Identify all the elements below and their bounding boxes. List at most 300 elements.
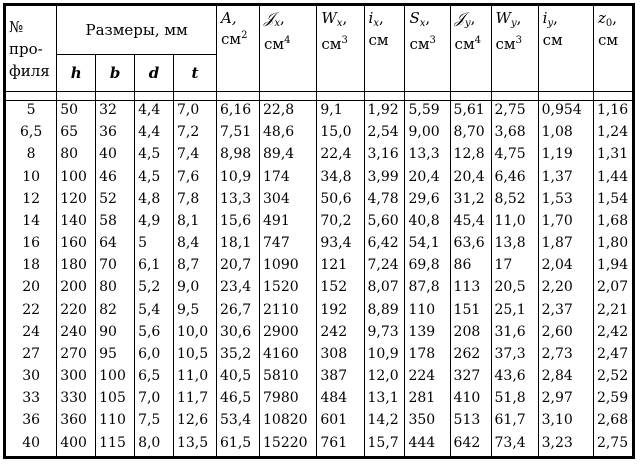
table-cell: 1,92: [364, 101, 405, 124]
table-cell: 115: [96, 434, 135, 457]
table-cell: 1090: [260, 256, 317, 278]
table-cell: 1,19: [538, 145, 593, 167]
profile-number-cell: 36: [6, 411, 57, 433]
table-cell: 80: [96, 278, 135, 300]
table-cell: 2,21: [593, 301, 632, 323]
table-cell: 13,3: [217, 190, 260, 212]
table-cell: 70: [96, 256, 135, 278]
table-row: [6, 278, 633, 300]
table-cell: 4,8: [135, 190, 174, 212]
table-cell: 642: [450, 434, 491, 457]
header-section-modulus-x: [317, 6, 364, 92]
table-cell: 601: [317, 411, 364, 433]
table-cell: 5,59: [405, 101, 450, 124]
ix-symbol: i: [368, 9, 374, 27]
table-cell: 444: [405, 434, 450, 457]
header-centroid-distance: [593, 6, 632, 92]
table-row: [6, 411, 633, 433]
table-cell: 15,7: [364, 434, 405, 457]
area-unit-power: 2: [241, 30, 248, 41]
table-cell: 4,75: [491, 145, 538, 167]
table-cell: 8,1: [173, 212, 216, 234]
table-cell: 7,8: [173, 190, 216, 212]
table-cell: 262: [450, 345, 491, 367]
table-cell: 12,8: [450, 145, 491, 167]
table-cell: 224: [405, 367, 450, 389]
profile-number-cell: 24: [6, 323, 57, 345]
table-cell: 1,16: [593, 101, 632, 124]
table-cell: 5: [135, 234, 174, 256]
table-cell: 2,07: [593, 278, 632, 300]
table-cell: 4,5: [135, 168, 174, 190]
area-symbol: A,: [221, 9, 237, 27]
table-cell: 410: [450, 389, 491, 411]
table-cell: 11,7: [173, 389, 216, 411]
table-cell: 35,2: [217, 345, 260, 367]
iy-unit: см: [542, 31, 563, 49]
table-cell: 13,8: [491, 234, 538, 256]
table-cell: 0,954: [538, 101, 593, 124]
area-unit: см: [221, 30, 242, 48]
table-cell: 43,6: [491, 367, 538, 389]
profile-number-cell: 22: [6, 301, 57, 323]
table-cell: 30,6: [217, 323, 260, 345]
table-cell: 2,59: [593, 389, 632, 411]
table-cell: 95: [96, 345, 135, 367]
table-cell: 1,44: [593, 168, 632, 190]
table-cell: 304: [260, 190, 317, 212]
table-cell: 36: [96, 123, 135, 145]
table-cell: 34,8: [317, 168, 364, 190]
table-cell: 513: [450, 411, 491, 433]
table-cell: 15,6: [217, 212, 260, 234]
jx-unit: см: [264, 35, 285, 53]
table-cell: 200: [57, 278, 96, 300]
table-cell: 484: [317, 389, 364, 411]
table-cell: 5,4: [135, 301, 174, 323]
profile-number-cell: 10: [6, 168, 57, 190]
table-cell: 152: [317, 278, 364, 300]
table-cell: 54,1: [405, 234, 450, 256]
header-spacer-row: [6, 92, 633, 101]
wy-unit-power: 3: [515, 35, 522, 46]
table-row: [6, 101, 633, 124]
table-cell: 2,75: [491, 101, 538, 124]
table-cell: 2,75: [593, 434, 632, 457]
sx-symbol: S: [409, 9, 420, 27]
table-cell: 327: [450, 367, 491, 389]
wy-symbol: W: [495, 9, 511, 27]
profile-number-cell: 27: [6, 345, 57, 367]
table-cell: 63,6: [450, 234, 491, 256]
header-radius-of-gyration-y: [538, 6, 593, 92]
table-cell: 400: [57, 434, 96, 457]
table-cell: 89,4: [260, 145, 317, 167]
table-cell: 2110: [260, 301, 317, 323]
z0-separator: ,: [612, 9, 618, 27]
jy-unit-power: 4: [474, 35, 481, 46]
table-cell: 22,8: [260, 101, 317, 124]
table-cell: 82: [96, 301, 135, 323]
table-cell: 2900: [260, 323, 317, 345]
table-cell: 9,0: [173, 278, 216, 300]
table-cell: 9,73: [364, 323, 405, 345]
table-cell: 73,4: [491, 434, 538, 457]
wx-unit-power: 3: [341, 35, 348, 46]
table-cell: 180: [57, 256, 96, 278]
table-cell: 14,2: [364, 411, 405, 433]
table-cell: 40: [96, 145, 135, 167]
table-cell: 5,2: [135, 278, 174, 300]
iy-separator: ,: [553, 9, 558, 27]
table-cell: 37,3: [491, 345, 538, 367]
table-row: [6, 145, 633, 167]
table-cell: 10,5: [173, 345, 216, 367]
table-cell: 15220: [260, 434, 317, 457]
wx-unit: см: [321, 35, 342, 53]
iy-symbol: i: [542, 9, 548, 27]
profile-number-label-line-3: филя: [9, 61, 50, 80]
ix-unit: см: [368, 31, 389, 49]
ix-subscript: x: [373, 18, 379, 29]
jx-symbol: 𝒥: [264, 9, 275, 27]
table-cell: 174: [260, 168, 317, 190]
profile-number-cell: 20: [6, 278, 57, 300]
profile-number-cell: 12: [6, 190, 57, 212]
table-row: [6, 256, 633, 278]
wx-subscript: x: [336, 18, 343, 29]
wy-subscript: y: [510, 18, 517, 29]
table-cell: 2,84: [538, 367, 593, 389]
profile-number-cell: 18: [6, 256, 57, 278]
table-cell: 5810: [260, 367, 317, 389]
header-section-modulus-y: [491, 6, 538, 92]
table-cell: 8,07: [364, 278, 405, 300]
iy-subscript: y: [547, 18, 554, 29]
table-row: [6, 323, 633, 345]
table-cell: 4,9: [135, 212, 174, 234]
jx-subscript: x: [274, 18, 281, 29]
jx-separator: ,: [280, 9, 285, 27]
table-cell: 22,4: [317, 145, 364, 167]
table-cell: 110: [405, 301, 450, 323]
table-row: [6, 212, 633, 234]
profile-number-cell: 40: [6, 434, 57, 457]
table-cell: 70,2: [317, 212, 364, 234]
table-cell: 6,42: [364, 234, 405, 256]
profile-table-sheet: [3, 3, 635, 459]
table-cell: 50,6: [317, 190, 364, 212]
table-cell: 3,16: [364, 145, 405, 167]
table-cell: 69,8: [405, 256, 450, 278]
profile-number-cell: 6,5: [6, 123, 57, 145]
table-cell: 8,70: [450, 123, 491, 145]
table-cell: 2,68: [593, 411, 632, 433]
table-cell: 2,42: [593, 323, 632, 345]
table-cell: 7,6: [173, 168, 216, 190]
wx-symbol: W: [321, 9, 337, 27]
table-cell: 6,5: [135, 367, 174, 389]
table-cell: 105: [96, 389, 135, 411]
table-cell: 64: [96, 234, 135, 256]
table-body: [6, 101, 633, 457]
table-cell: 7980: [260, 389, 317, 411]
table-cell: 8,98: [217, 145, 260, 167]
table-cell: 10,9: [364, 345, 405, 367]
table-cell: 32: [96, 101, 135, 124]
z0-symbol: z: [597, 9, 606, 27]
table-cell: 1,37: [538, 168, 593, 190]
table-cell: 6,1: [135, 256, 174, 278]
table-cell: 8,0: [135, 434, 174, 457]
sx-separator: ,: [425, 9, 431, 27]
profile-number-cell: 8: [6, 145, 57, 167]
table-row: [6, 367, 633, 389]
table-row: [6, 345, 633, 367]
table-cell: 31,2: [450, 190, 491, 212]
table-cell: 51,8: [491, 389, 538, 411]
table-row: [6, 301, 633, 323]
sx-unit-power: 3: [429, 35, 436, 46]
table-cell: 208: [450, 323, 491, 345]
header-moment-of-inertia-y: [450, 6, 491, 92]
table-cell: 86: [450, 256, 491, 278]
table-cell: 12,6: [173, 411, 216, 433]
table-cell: 15,0: [317, 123, 364, 145]
profile-number-cell: 5: [6, 101, 57, 124]
table-row: [6, 389, 633, 411]
table-cell: 240: [57, 323, 96, 345]
table-cell: 20,5: [491, 278, 538, 300]
profile-number-cell: 14: [6, 212, 57, 234]
table-row: [6, 234, 633, 256]
table-cell: 4160: [260, 345, 317, 367]
table-cell: 23,4: [217, 278, 260, 300]
wx-separator: ,: [342, 9, 348, 27]
jy-separator: ,: [470, 9, 476, 27]
table-cell: 13,5: [173, 434, 216, 457]
size-col-b: b: [96, 55, 135, 92]
table-cell: 3,68: [491, 123, 538, 145]
header-moment-of-inertia-x: [260, 6, 317, 92]
profile-number-cell: 16: [6, 234, 57, 256]
table-cell: 308: [317, 345, 364, 367]
table-cell: 192: [317, 301, 364, 323]
table-cell: 4,5: [135, 145, 174, 167]
table-cell: 29,6: [405, 190, 450, 212]
table-cell: 45,4: [450, 212, 491, 234]
jy-symbol: 𝒥: [454, 9, 465, 27]
table-cell: 2,54: [364, 123, 405, 145]
wy-separator: ,: [516, 9, 522, 27]
table-cell: 7,0: [135, 389, 174, 411]
table-cell: 80: [57, 145, 96, 167]
table-cell: 110: [96, 411, 135, 433]
profile-number-label-line-1: №: [9, 17, 24, 36]
table-cell: 1,68: [593, 212, 632, 234]
table-cell: 1,53: [538, 190, 593, 212]
table-cell: 270: [57, 345, 96, 367]
table-cell: 281: [405, 389, 450, 411]
table-cell: 5,61: [450, 101, 491, 124]
sizes-group-header: Размеры, мм: [57, 6, 217, 55]
table-cell: 13,1: [364, 389, 405, 411]
table-cell: 7,2: [173, 123, 216, 145]
table-cell: 11,0: [491, 212, 538, 234]
table-cell: 139: [405, 323, 450, 345]
table-cell: 113: [450, 278, 491, 300]
table-cell: 1,87: [538, 234, 593, 256]
table-row: [6, 168, 633, 190]
table-cell: 4,4: [135, 123, 174, 145]
table-cell: 53,4: [217, 411, 260, 433]
header-static-moment-x: [405, 6, 450, 92]
header-area: [217, 6, 260, 92]
table-cell: 7,5: [135, 411, 174, 433]
size-col-h: h: [57, 55, 96, 92]
table-cell: 151: [450, 301, 491, 323]
table-cell: 7,4: [173, 145, 216, 167]
table-cell: 747: [260, 234, 317, 256]
table-cell: 87,8: [405, 278, 450, 300]
table-row: [6, 123, 633, 145]
z0-subscript: 0: [605, 18, 613, 29]
table-cell: 220: [57, 301, 96, 323]
table-cell: 6,46: [491, 168, 538, 190]
table-cell: 11,0: [173, 367, 216, 389]
wy-unit: см: [495, 35, 516, 53]
table-cell: 61,7: [491, 411, 538, 433]
header-radius-of-gyration-x: [364, 6, 405, 92]
table-cell: 8,52: [491, 190, 538, 212]
table-cell: 9,1: [317, 101, 364, 124]
jy-unit: см: [454, 35, 475, 53]
table-cell: 90: [96, 323, 135, 345]
table-cell: 40,5: [217, 367, 260, 389]
table-cell: 300: [57, 367, 96, 389]
table-cell: 1,08: [538, 123, 593, 145]
table-cell: 52: [96, 190, 135, 212]
table-cell: 65: [57, 123, 96, 145]
table-cell: 50: [57, 101, 96, 124]
table-cell: 61,5: [217, 434, 260, 457]
table-cell: 7,24: [364, 256, 405, 278]
table-cell: 6,16: [217, 101, 260, 124]
table-cell: 360: [57, 411, 96, 433]
table-cell: 2,47: [593, 345, 632, 367]
jx-unit-power: 4: [284, 35, 291, 46]
profile-number-label-line-2: про-: [9, 39, 43, 58]
sx-subscript: x: [419, 18, 426, 29]
table-cell: 2,60: [538, 323, 593, 345]
table-cell: 6,0: [135, 345, 174, 367]
z0-unit: см: [597, 31, 619, 49]
table-cell: 8,7: [173, 256, 216, 278]
table-cell: 26,7: [217, 301, 260, 323]
table-cell: 5,6: [135, 323, 174, 345]
table-cell: 1,80: [593, 234, 632, 256]
table-cell: 761: [317, 434, 364, 457]
table-cell: 2,04: [538, 256, 593, 278]
table-cell: 5,60: [364, 212, 405, 234]
table-cell: 4,4: [135, 101, 174, 124]
table-cell: 350: [405, 411, 450, 433]
table-cell: 330: [57, 389, 96, 411]
table-cell: 2,37: [538, 301, 593, 323]
table-cell: 4,78: [364, 190, 405, 212]
profile-properties-table: [5, 5, 633, 457]
table-cell: 10,9: [217, 168, 260, 190]
table-cell: 58: [96, 212, 135, 234]
table-cell: 10820: [260, 411, 317, 433]
table-cell: 7,51: [217, 123, 260, 145]
table-cell: 100: [96, 367, 135, 389]
table-cell: 18,1: [217, 234, 260, 256]
table-cell: 8,4: [173, 234, 216, 256]
table-cell: 1,54: [593, 190, 632, 212]
table-cell: 1,94: [593, 256, 632, 278]
table-cell: 8,89: [364, 301, 405, 323]
table-cell: 120: [57, 190, 96, 212]
table-cell: 46,5: [217, 389, 260, 411]
table-cell: 1520: [260, 278, 317, 300]
size-col-d: d: [135, 55, 174, 92]
table-cell: 2,97: [538, 389, 593, 411]
table-cell: 20,4: [405, 168, 450, 190]
table-cell: 9,5: [173, 301, 216, 323]
table-cell: 3,23: [538, 434, 593, 457]
table-cell: 140: [57, 212, 96, 234]
table-cell: 2,20: [538, 278, 593, 300]
table-cell: 7,0: [173, 101, 216, 124]
table-cell: 20,4: [450, 168, 491, 190]
sx-unit: см: [409, 35, 430, 53]
table-cell: 13,3: [405, 145, 450, 167]
table-cell: 2,52: [593, 367, 632, 389]
table-cell: 40,8: [405, 212, 450, 234]
table-cell: 20,7: [217, 256, 260, 278]
table-row: [6, 434, 633, 457]
table-cell: 25,1: [491, 301, 538, 323]
table-cell: 9,00: [405, 123, 450, 145]
table-cell: 100: [57, 168, 96, 190]
size-col-t: t: [173, 55, 216, 92]
table-cell: 178: [405, 345, 450, 367]
profile-number-cell: 30: [6, 367, 57, 389]
table-cell: 1,70: [538, 212, 593, 234]
jy-subscript: y: [464, 18, 471, 29]
table-cell: 1,31: [593, 145, 632, 167]
table-cell: 2,73: [538, 345, 593, 367]
table-cell: 10,0: [173, 323, 216, 345]
table-cell: 160: [57, 234, 96, 256]
table-cell: 242: [317, 323, 364, 345]
table-cell: 46: [96, 168, 135, 190]
ix-separator: ,: [378, 9, 384, 27]
table-cell: 3,99: [364, 168, 405, 190]
table-cell: 31,6: [491, 323, 538, 345]
table-cell: 48,6: [260, 123, 317, 145]
table-cell: 387: [317, 367, 364, 389]
profile-number-header: [6, 6, 57, 92]
table-cell: 17: [491, 256, 538, 278]
table-cell: 93,4: [317, 234, 364, 256]
table-cell: 12,0: [364, 367, 405, 389]
table-cell: 491: [260, 212, 317, 234]
profile-number-cell: 33: [6, 389, 57, 411]
table-cell: 1,24: [593, 123, 632, 145]
table-cell: 3,10: [538, 411, 593, 433]
